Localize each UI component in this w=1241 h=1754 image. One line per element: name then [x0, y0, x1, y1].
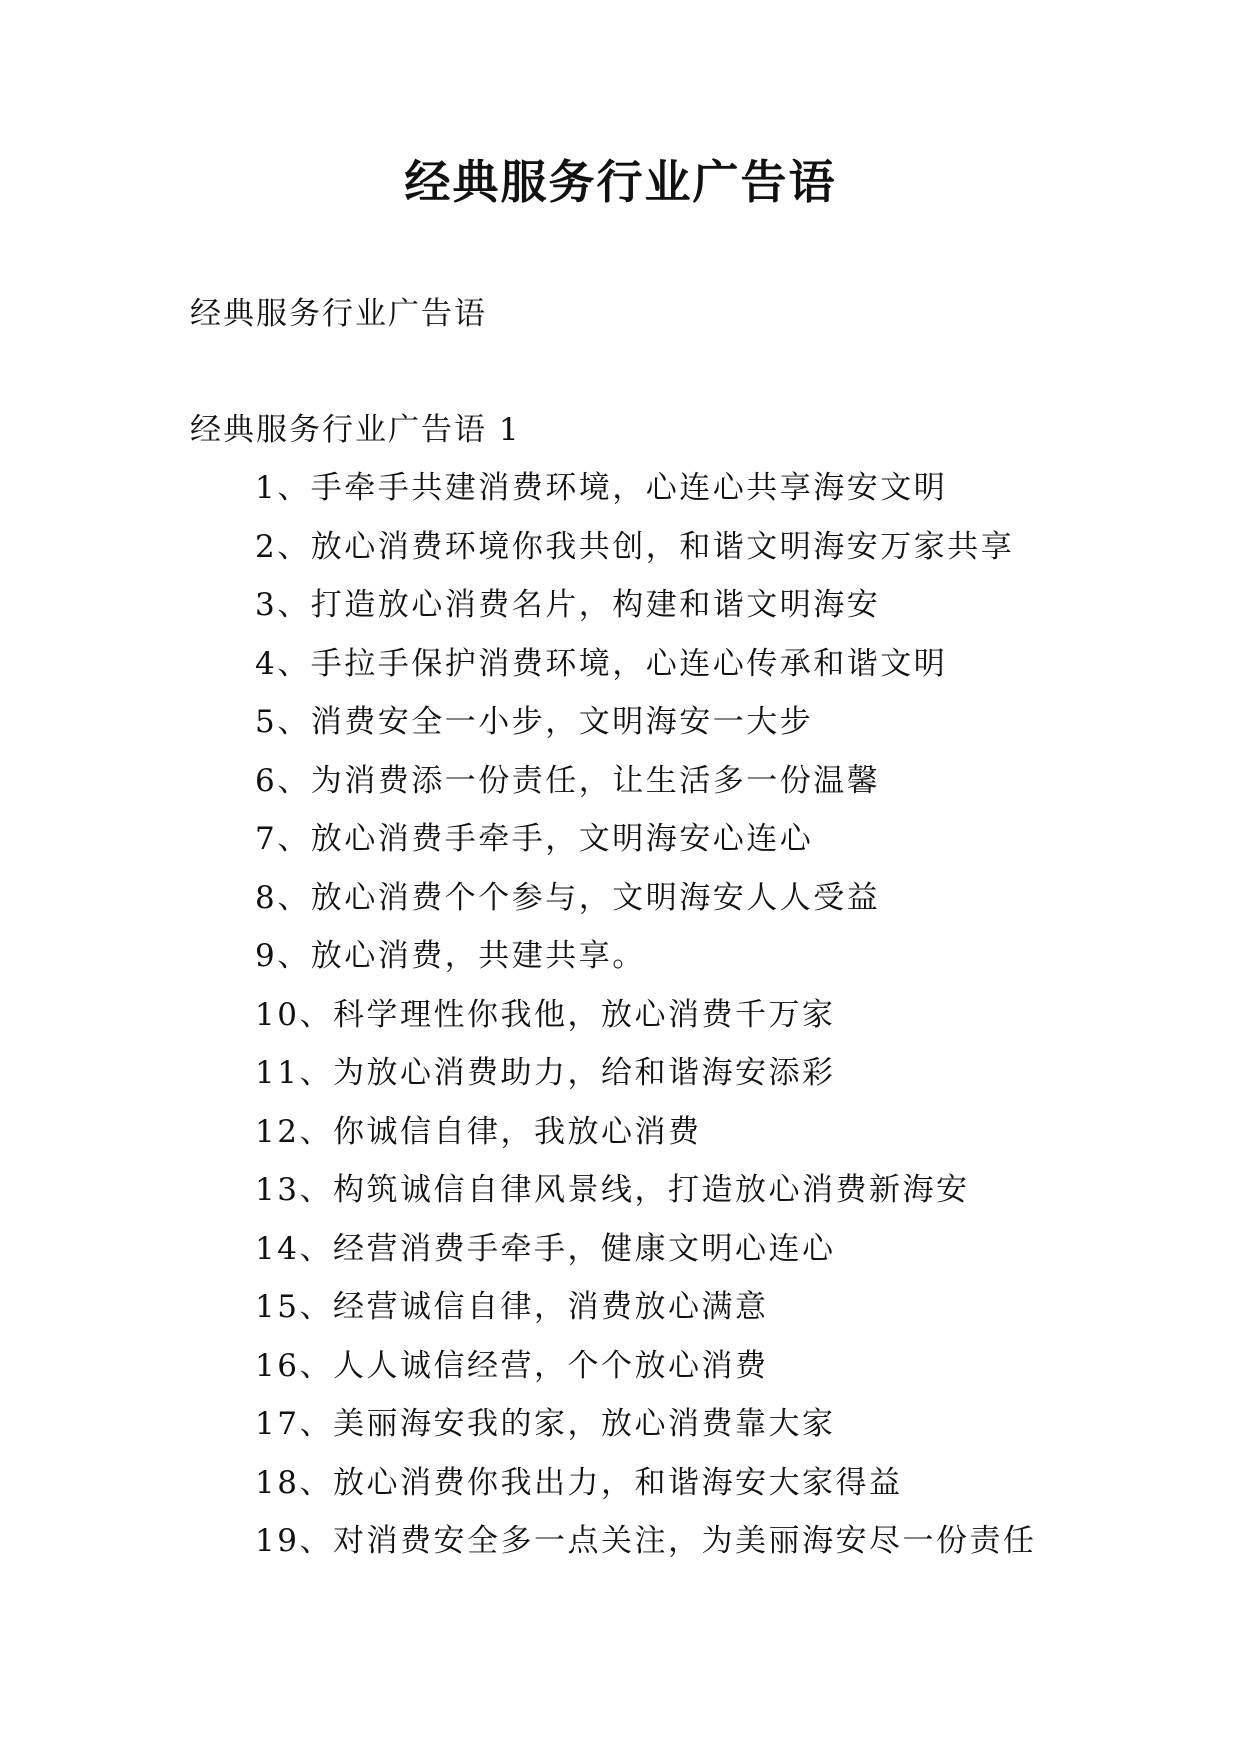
list-item: 7、放心消费手牵手，文明海安心连心: [255, 821, 814, 857]
list-item: 11、为放心消费助力，给和谐海安添彩: [255, 1055, 836, 1091]
list-item: 15、经营诚信自律，消费放心满意: [255, 1289, 769, 1325]
list-item: 17、美丽海安我的家，放心消费靠大家: [255, 1406, 836, 1442]
list-item: 18、放心消费你我出力，和谐海安大家得益: [255, 1464, 903, 1501]
document-subtitle: 经典服务行业广告语: [190, 296, 487, 332]
list-item: 19、对消费安全多一点关注，为美丽海安尽一份责任: [255, 1523, 1037, 1559]
list-item: 14、经营消费手牵手，健康文明心连心: [255, 1230, 836, 1267]
document-title: 经典服务行业广告语: [404, 155, 837, 209]
list-item: 10、科学理性你我他，放心消费千万家: [255, 996, 836, 1033]
list-item: 1、手牵手共建消费环境，心连心共享海安文明: [255, 470, 948, 506]
list-item: 12、你诚信自律，我放心消费: [255, 1113, 702, 1150]
list-item: 16、人人诚信经营，个个放心消费: [255, 1347, 769, 1384]
list-item: 13、构筑诚信自律风景线，打造放心消费新海安: [255, 1172, 970, 1208]
list-item: 9、放心消费，共建共享。: [255, 938, 646, 974]
slogan-list: [255, 468, 1036, 1580]
list-item: 8、放心消费个个参与，文明海安人人受益: [255, 879, 881, 916]
list-item: 5、消费安全一小步，文明海安一大步: [255, 704, 814, 740]
list-item: 3、打造放心消费名片，构建和谐文明海安: [255, 587, 881, 623]
list-item: 4、手拉手保护消费环境，心连心传承和谐文明: [255, 645, 948, 682]
list-item: 2、放心消费环境你我共创，和谐文明海安万家共享: [255, 528, 1015, 565]
list-item: 6、为消费添一份责任，让生活多一份温馨: [255, 762, 881, 799]
section-heading: 经典服务行业广告语 1: [190, 412, 521, 448]
